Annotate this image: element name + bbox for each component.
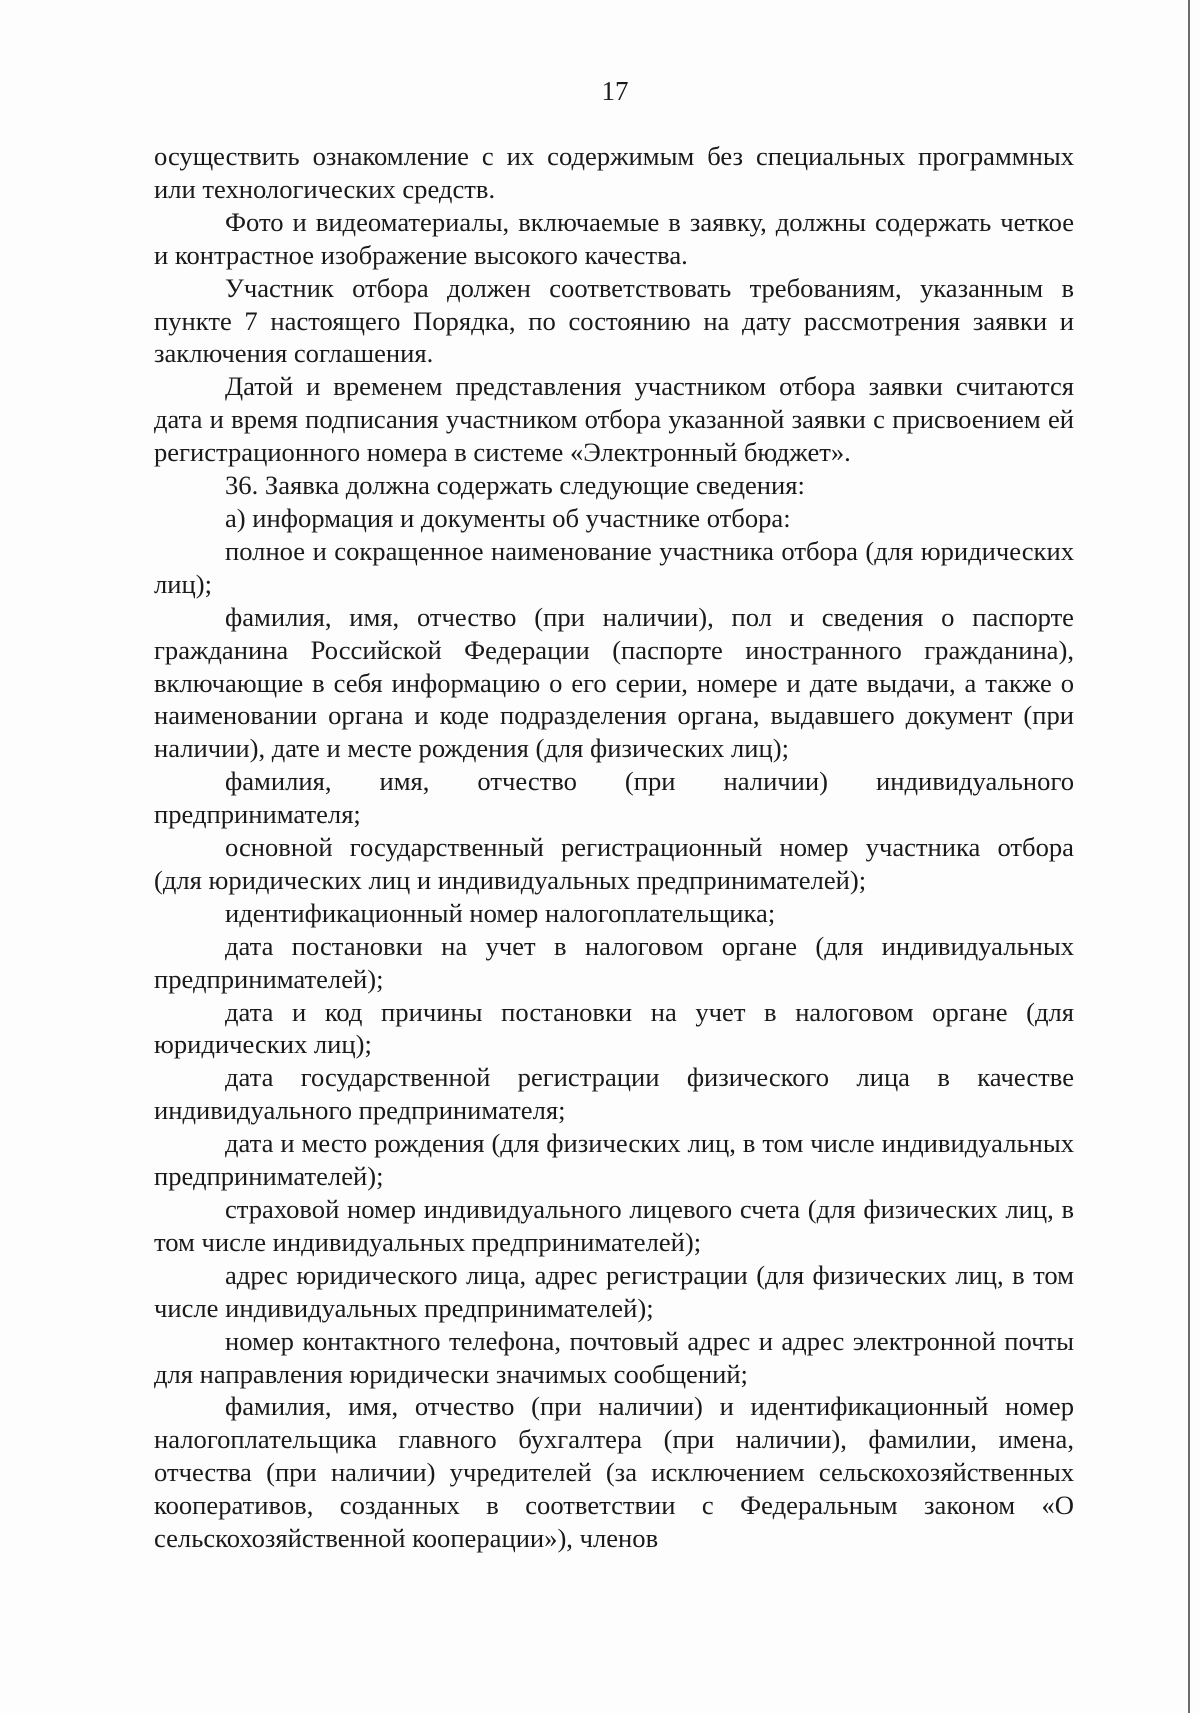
list-item: фамилия, имя, отчество (при наличии), пол и сведения о паспорте гражданина Российской Федерации (паспорте иностранного гражданина), включающие в себя информацию о его серии, номере и дате выдачи, а также о наименовании органа и коде подразделения органа, выдавшего документ (при наличии), дате и месте рождения (для физических лиц); [154,601,1074,764]
list-item: дата и место рождения (для физических лиц, в том числе индивидуальных предпринимателей); [154,1128,1074,1192]
list-item: идентификационный номер налогоплательщика; [225,897,776,928]
list-item: номер контактного телефона, почтовый адрес и адрес электронной почты для направления юридически значимых сообщений; [154,1325,1074,1389]
list-item: дата государственной регистрации физического лица в качестве индивидуального предпринимателя; [154,1062,1074,1126]
list-item: фамилия, имя, отчество (при наличии) индивидуального предпринимателя; [154,766,1074,830]
paragraph-item-36: 36. Заявка должна содержать следующие сведения: [225,470,805,501]
list-item: адрес юридического лица, адрес регистрации (для физических лиц, в том числе индивидуальных предпринимателей); [154,1259,1074,1323]
paragraph-submission-date: Датой и временем представления участником отбора заявки считаются дата и время подписания участником отбора указанной заявки с присвоением ей регистрационного номера в системе «Электронный бюджет». [154,371,1074,468]
document-body [154,140,1074,1555]
paragraph-participant-requirements: Участник отбора должен соответствовать требованиям, указанным в пункте 7 настоящего Порядка, по состоянию на дату рассмотрения заявки и заключения соглашения. [154,272,1074,369]
paragraph-photo-video: Фото и видеоматериалы, включаемые в заявку, должны содержать четкое и контрастное изображение высокого качества. [154,206,1074,270]
list-item: дата и код причины постановки на учет в налоговом органе (для юридических лиц); [154,996,1074,1060]
list-item: фамилия, имя, отчество (при наличии) и идентификационный номер налогоплательщика главного бухгалтера (при наличии), фамилии, имена, отчества (при наличии) учредителей (за исключением сельскохозяйственных кооперативов, созданных в соответствии с Федеральным законом «О сельскохозяйственной кооперации»), членов [154,1391,1074,1554]
list-item: полное и сокращенное наименование участника отбора (для юридических лиц); [154,535,1074,599]
page-number: 17 [601,76,629,106]
list-item: страховой номер индивидуального лицевого счета (для физических лиц, в том числе индивидуальных предпринимателей); [154,1194,1074,1257]
paragraph-subitem-a: а) информация и документы об участнике отбора: [225,502,791,533]
scan-edge-line [1188,0,1190,1713]
list-item: дата постановки на учет в налоговом органе (для индивидуальных предпринимателей); [154,930,1074,994]
paragraph-continuation: осуществить ознакомление с их содержимым без специальных программных или технологических средств. [154,141,1074,204]
list-item: основной государственный регистрационный номер участника отбора (для юридических лиц и индивидуальных предпринимателей); [154,832,1074,895]
